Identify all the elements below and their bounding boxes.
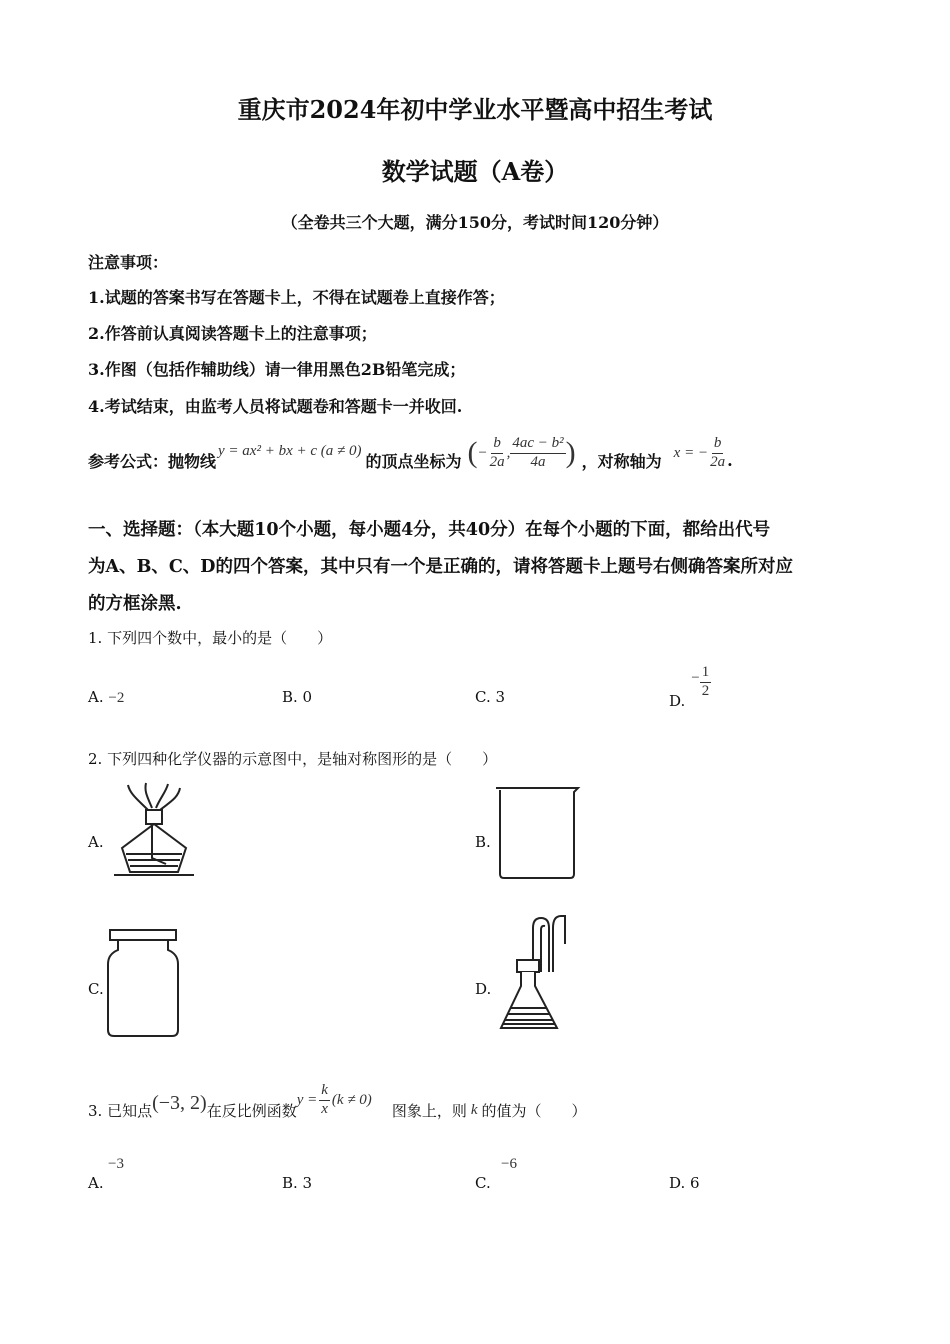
exam-subtitle: 数学试题（A卷） (381, 157, 569, 186)
notice-item: 1.试题的答案书写在答题卡上，不得在试题卷上直接作答； (88, 288, 505, 307)
q1-option-b: B. 0 (282, 688, 313, 706)
notice-item: 4.考试结束，由监考人员将试题卷和答题卡一并收回. (88, 397, 463, 416)
question-1-stem: 1. 下列四个数中，最小的是（ ） (88, 629, 333, 647)
conical-flask-figure (495, 914, 575, 1036)
q1-option-d: D. − $\frac{1}{2}$ (669, 664, 710, 710)
notice-item: 2.作答前认真阅读答题卡上的注意事项； (88, 324, 377, 343)
question-2-stem: 2. 下列四种化学仪器的示意图中，是轴对称图形的是（ ） (88, 750, 498, 768)
q2-option-c-label: C. (88, 980, 104, 998)
formula-line: 参考公式：抛物线 y = ax² + bx + c (a ≠ 0) 的顶点坐标为 ( − $\frac{b}{2a}$ , $\frac{\text{4ac − b²}}{4a}$ ) ，对称轴为 x = − $\frac{b}{2a}$ . (88, 435, 733, 471)
q1-option-c: C. 3 (475, 688, 506, 706)
exam-title: 重庆市2024年初中学业水平暨高中招生考试 (237, 95, 713, 124)
notice-heading: 注意事项： (88, 253, 169, 272)
section-line: 的方框涂黑. (88, 594, 182, 614)
axis-formula: x = − $\frac{b}{2a}$ (673, 435, 726, 470)
beaker-figure (492, 782, 582, 882)
q2-option-d-label: D. (475, 980, 492, 998)
alcohol-lamp-figure (108, 780, 200, 880)
section-line: 一、选择题：（本大题10个小题，每小题4分，共40分）在每个小题的下面，都给出代号 (88, 520, 771, 540)
section-line: 为A、B、C、D的四个答案，其中只有一个是正确的，请将答题卡上题号右侧确答案所对应 (88, 557, 793, 577)
q3-option-d: D. 6 (669, 1174, 700, 1192)
q2-option-a-label: A. (88, 833, 104, 851)
parabola-equation: y = ax² + bx + c (a ≠ 0) (218, 442, 362, 459)
axis-text: ，对称轴为 (581, 451, 662, 471)
q2-option-b-label: B. (475, 833, 491, 851)
reagent-bottle-figure (104, 928, 182, 1040)
vertex-text: 的顶点坐标为 (365, 451, 462, 471)
q3-option-b: B. 3 (282, 1174, 313, 1192)
inverse-function: y = $\frac{k}{x}$ (k ≠ 0) (296, 1082, 372, 1117)
question-3-stem: 3. 已知点 (−3, 2) 在反比例函数 y = $\frac{k}{x}$ (k ≠ 0) 图象上，则 k 的值为（ ） (88, 1082, 587, 1120)
vertex-coordinates: ( − $\frac{b}{2a}$ , $\frac{\text{4ac − b²}}{4a}$ ) (467, 435, 576, 470)
formula-label: 参考公式：抛物线 (88, 451, 217, 471)
notice-item: 3.作图（包括作辅助线）请一律用黑色2B铅笔完成； (88, 360, 466, 379)
exam-info: （全卷共三个大题，满分150分，考试时间120分钟） (281, 213, 669, 232)
q1-option-a: A. −2 (88, 688, 125, 706)
point-coordinates: (−3, 2) (152, 1091, 207, 1114)
